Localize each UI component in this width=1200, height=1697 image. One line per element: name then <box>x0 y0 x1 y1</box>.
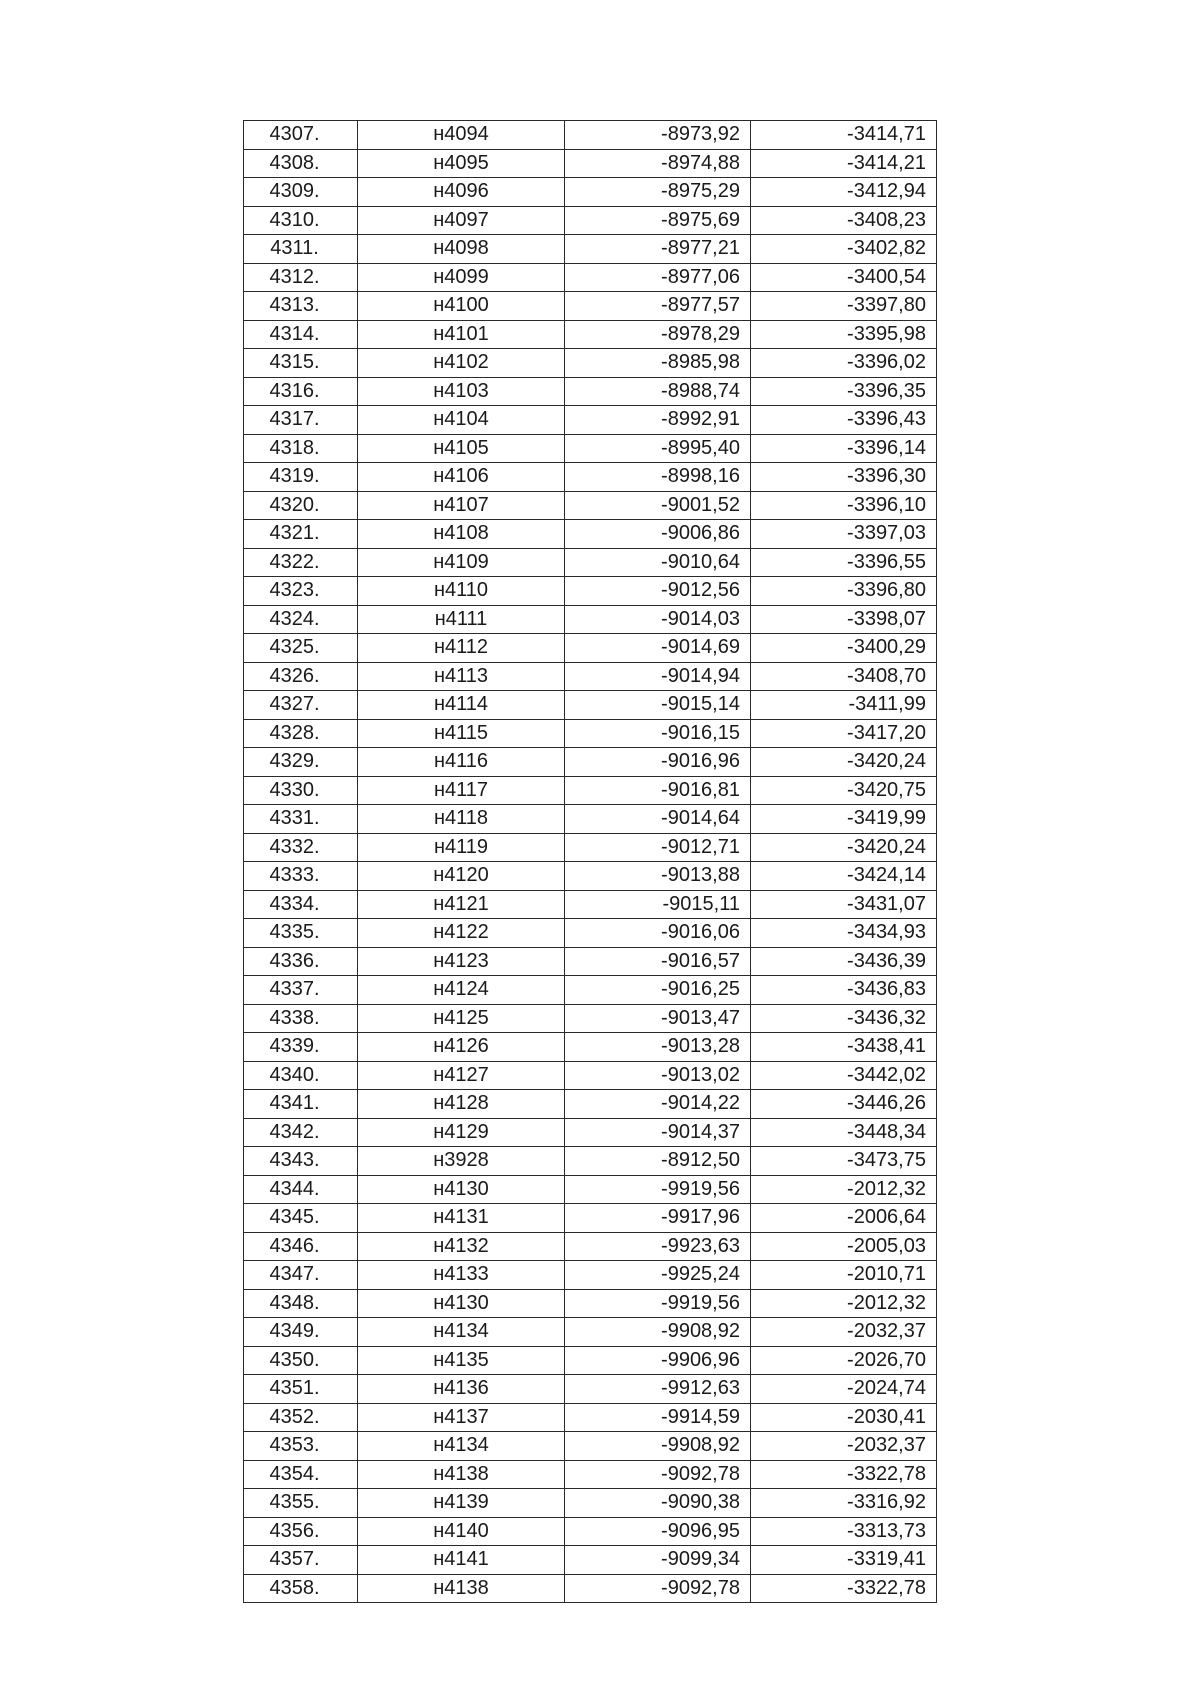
point-id-cell: н4102 <box>358 349 565 378</box>
y-coordinate-cell: -2012,32 <box>751 1289 937 1318</box>
point-id-cell: н4116 <box>358 748 565 777</box>
y-coordinate-cell: -3402,82 <box>751 235 937 264</box>
x-coordinate-cell: -9099,34 <box>565 1546 751 1575</box>
y-coordinate-cell: -2024,74 <box>751 1375 937 1404</box>
row-number-cell: 4309. <box>244 178 358 207</box>
table-row <box>244 634 937 663</box>
y-coordinate-cell: -3420,24 <box>751 833 937 862</box>
point-id-cell: н4120 <box>358 862 565 891</box>
table-row <box>244 1118 937 1147</box>
row-number-cell: 4321. <box>244 520 358 549</box>
row-number-cell: 4349. <box>244 1318 358 1347</box>
row-number-cell: 4330. <box>244 776 358 805</box>
point-id-cell: н4107 <box>358 491 565 520</box>
point-id-cell: н4141 <box>358 1546 565 1575</box>
point-id-cell: н4130 <box>358 1175 565 1204</box>
row-number-cell: 4347. <box>244 1261 358 1290</box>
x-coordinate-cell: -8992,91 <box>565 406 751 435</box>
point-id-cell: н4113 <box>358 662 565 691</box>
y-coordinate-cell: -3322,78 <box>751 1574 937 1603</box>
x-coordinate-cell: -8975,29 <box>565 178 751 207</box>
row-number-cell: 4336. <box>244 947 358 976</box>
y-coordinate-cell: -3397,80 <box>751 292 937 321</box>
row-number-cell: 4311. <box>244 235 358 264</box>
y-coordinate-cell: -3420,75 <box>751 776 937 805</box>
point-id-cell: н4117 <box>358 776 565 805</box>
y-coordinate-cell: -2026,70 <box>751 1346 937 1375</box>
table-row <box>244 691 937 720</box>
table-row <box>244 890 937 919</box>
row-number-cell: 4346. <box>244 1232 358 1261</box>
row-number-cell: 4340. <box>244 1061 358 1090</box>
table-row <box>244 149 937 178</box>
x-coordinate-cell: -9925,24 <box>565 1261 751 1290</box>
row-number-cell: 4332. <box>244 833 358 862</box>
point-id-cell: н4135 <box>358 1346 565 1375</box>
y-coordinate-cell: -3436,32 <box>751 1004 937 1033</box>
x-coordinate-cell: -9014,03 <box>565 605 751 634</box>
table-row <box>244 833 937 862</box>
row-number-cell: 4324. <box>244 605 358 634</box>
y-coordinate-cell: -3419,99 <box>751 805 937 834</box>
point-id-cell: н4111 <box>358 605 565 634</box>
x-coordinate-cell: -9006,86 <box>565 520 751 549</box>
x-coordinate-cell: -9013,28 <box>565 1033 751 1062</box>
point-id-cell: н4134 <box>358 1318 565 1347</box>
y-coordinate-cell: -3396,43 <box>751 406 937 435</box>
row-number-cell: 4328. <box>244 719 358 748</box>
y-coordinate-cell: -3424,14 <box>751 862 937 891</box>
point-id-cell: н4095 <box>358 149 565 178</box>
y-coordinate-cell: -3322,78 <box>751 1460 937 1489</box>
x-coordinate-cell: -8995,40 <box>565 434 751 463</box>
coordinates-table-body <box>244 121 937 1603</box>
y-coordinate-cell: -2012,32 <box>751 1175 937 1204</box>
row-number-cell: 4356. <box>244 1517 358 1546</box>
x-coordinate-cell: -9014,94 <box>565 662 751 691</box>
table-row <box>244 1175 937 1204</box>
x-coordinate-cell: -9014,22 <box>565 1090 751 1119</box>
row-number-cell: 4333. <box>244 862 358 891</box>
table-row <box>244 178 937 207</box>
y-coordinate-cell: -3313,73 <box>751 1517 937 1546</box>
y-coordinate-cell: -3319,41 <box>751 1546 937 1575</box>
point-id-cell: н4097 <box>358 206 565 235</box>
x-coordinate-cell: -9014,69 <box>565 634 751 663</box>
row-number-cell: 4338. <box>244 1004 358 1033</box>
x-coordinate-cell: -8998,16 <box>565 463 751 492</box>
point-id-cell: н4108 <box>358 520 565 549</box>
point-id-cell: н4139 <box>358 1489 565 1518</box>
table-row <box>244 1432 937 1461</box>
x-coordinate-cell: -9012,56 <box>565 577 751 606</box>
y-coordinate-cell: -3408,70 <box>751 662 937 691</box>
x-coordinate-cell: -8977,21 <box>565 235 751 264</box>
row-number-cell: 4344. <box>244 1175 358 1204</box>
table-row <box>244 1204 937 1233</box>
table-row <box>244 1489 937 1518</box>
point-id-cell: н4127 <box>358 1061 565 1090</box>
point-id-cell: н4123 <box>358 947 565 976</box>
point-id-cell: н4100 <box>358 292 565 321</box>
y-coordinate-cell: -3396,30 <box>751 463 937 492</box>
x-coordinate-cell: -8977,06 <box>565 263 751 292</box>
table-row <box>244 976 937 1005</box>
point-id-cell: н4122 <box>358 919 565 948</box>
table-row <box>244 919 937 948</box>
table-row <box>244 263 937 292</box>
point-id-cell: н4138 <box>358 1574 565 1603</box>
x-coordinate-cell: -9014,64 <box>565 805 751 834</box>
row-number-cell: 4323. <box>244 577 358 606</box>
point-id-cell: н4112 <box>358 634 565 663</box>
y-coordinate-cell: -3414,21 <box>751 149 937 178</box>
y-coordinate-cell: -2032,37 <box>751 1432 937 1461</box>
point-id-cell: н4099 <box>358 263 565 292</box>
row-number-cell: 4345. <box>244 1204 358 1233</box>
y-coordinate-cell: -3400,54 <box>751 263 937 292</box>
table-row <box>244 292 937 321</box>
table-row <box>244 947 937 976</box>
point-id-cell: н4094 <box>358 121 565 150</box>
table-row <box>244 1375 937 1404</box>
point-id-cell: н4101 <box>358 320 565 349</box>
x-coordinate-cell: -8975,69 <box>565 206 751 235</box>
x-coordinate-cell: -9908,92 <box>565 1432 751 1461</box>
y-coordinate-cell: -3438,41 <box>751 1033 937 1062</box>
point-id-cell: н4124 <box>358 976 565 1005</box>
point-id-cell: н4105 <box>358 434 565 463</box>
x-coordinate-cell: -9090,38 <box>565 1489 751 1518</box>
row-number-cell: 4339. <box>244 1033 358 1062</box>
y-coordinate-cell: -3398,07 <box>751 605 937 634</box>
y-coordinate-cell: -3400,29 <box>751 634 937 663</box>
y-coordinate-cell: -3411,99 <box>751 691 937 720</box>
x-coordinate-cell: -8912,50 <box>565 1147 751 1176</box>
point-id-cell: н4138 <box>358 1460 565 1489</box>
y-coordinate-cell: -2032,37 <box>751 1318 937 1347</box>
y-coordinate-cell: -3442,02 <box>751 1061 937 1090</box>
table-row <box>244 1517 937 1546</box>
table-row <box>244 1403 937 1432</box>
row-number-cell: 4358. <box>244 1574 358 1603</box>
y-coordinate-cell: -3431,07 <box>751 890 937 919</box>
row-number-cell: 4354. <box>244 1460 358 1489</box>
x-coordinate-cell: -8985,98 <box>565 349 751 378</box>
x-coordinate-cell: -9016,81 <box>565 776 751 805</box>
point-id-cell: н4130 <box>358 1289 565 1318</box>
point-id-cell: н4114 <box>358 691 565 720</box>
table-row <box>244 748 937 777</box>
point-id-cell: н4137 <box>358 1403 565 1432</box>
x-coordinate-cell: -9919,56 <box>565 1175 751 1204</box>
table-row <box>244 1289 937 1318</box>
x-coordinate-cell: -9908,92 <box>565 1318 751 1347</box>
x-coordinate-cell: -8973,92 <box>565 121 751 150</box>
x-coordinate-cell: -9010,64 <box>565 548 751 577</box>
row-number-cell: 4331. <box>244 805 358 834</box>
table-row <box>244 1574 937 1603</box>
y-coordinate-cell: -3397,03 <box>751 520 937 549</box>
table-row <box>244 1460 937 1489</box>
y-coordinate-cell: -3420,24 <box>751 748 937 777</box>
row-number-cell: 4308. <box>244 149 358 178</box>
x-coordinate-cell: -9917,96 <box>565 1204 751 1233</box>
point-id-cell: н4126 <box>358 1033 565 1062</box>
x-coordinate-cell: -8988,74 <box>565 377 751 406</box>
row-number-cell: 4342. <box>244 1118 358 1147</box>
table-row <box>244 1090 937 1119</box>
x-coordinate-cell: -9092,78 <box>565 1460 751 1489</box>
table-row <box>244 805 937 834</box>
y-coordinate-cell: -3396,02 <box>751 349 937 378</box>
table-row <box>244 719 937 748</box>
y-coordinate-cell: -3414,71 <box>751 121 937 150</box>
table-row <box>244 320 937 349</box>
y-coordinate-cell: -3316,92 <box>751 1489 937 1518</box>
y-coordinate-cell: -3396,55 <box>751 548 937 577</box>
point-id-cell: н4096 <box>358 178 565 207</box>
y-coordinate-cell: -3396,80 <box>751 577 937 606</box>
point-id-cell: н4133 <box>358 1261 565 1290</box>
row-number-cell: 4307. <box>244 121 358 150</box>
x-coordinate-cell: -9914,59 <box>565 1403 751 1432</box>
point-id-cell: н4118 <box>358 805 565 834</box>
row-number-cell: 4314. <box>244 320 358 349</box>
table-row <box>244 1004 937 1033</box>
point-id-cell: н4104 <box>358 406 565 435</box>
x-coordinate-cell: -9092,78 <box>565 1574 751 1603</box>
table-row <box>244 235 937 264</box>
table-row <box>244 1033 937 1062</box>
x-coordinate-cell: -8978,29 <box>565 320 751 349</box>
row-number-cell: 4317. <box>244 406 358 435</box>
x-coordinate-cell: -9013,47 <box>565 1004 751 1033</box>
x-coordinate-cell: -8974,88 <box>565 149 751 178</box>
row-number-cell: 4348. <box>244 1289 358 1318</box>
x-coordinate-cell: -9912,63 <box>565 1375 751 1404</box>
x-coordinate-cell: -9016,57 <box>565 947 751 976</box>
point-id-cell: н4132 <box>358 1232 565 1261</box>
table-row <box>244 463 937 492</box>
point-id-cell: н4134 <box>358 1432 565 1461</box>
y-coordinate-cell: -3408,23 <box>751 206 937 235</box>
row-number-cell: 4315. <box>244 349 358 378</box>
row-number-cell: 4320. <box>244 491 358 520</box>
table-row <box>244 121 937 150</box>
y-coordinate-cell: -2006,64 <box>751 1204 937 1233</box>
x-coordinate-cell: -9016,06 <box>565 919 751 948</box>
point-id-cell: н4121 <box>358 890 565 919</box>
x-coordinate-cell: -9923,63 <box>565 1232 751 1261</box>
point-id-cell: н4131 <box>358 1204 565 1233</box>
row-number-cell: 4355. <box>244 1489 358 1518</box>
row-number-cell: 4319. <box>244 463 358 492</box>
y-coordinate-cell: -3412,94 <box>751 178 937 207</box>
table-row <box>244 1318 937 1347</box>
row-number-cell: 4316. <box>244 377 358 406</box>
y-coordinate-cell: -3396,10 <box>751 491 937 520</box>
row-number-cell: 4329. <box>244 748 358 777</box>
table-row <box>244 577 937 606</box>
table-row <box>244 1346 937 1375</box>
x-coordinate-cell: -9919,56 <box>565 1289 751 1318</box>
row-number-cell: 4343. <box>244 1147 358 1176</box>
y-coordinate-cell: -3396,14 <box>751 434 937 463</box>
row-number-cell: 4310. <box>244 206 358 235</box>
y-coordinate-cell: -3434,93 <box>751 919 937 948</box>
x-coordinate-cell: -9096,95 <box>565 1517 751 1546</box>
table-row <box>244 1261 937 1290</box>
row-number-cell: 4350. <box>244 1346 358 1375</box>
table-row <box>244 377 937 406</box>
row-number-cell: 4312. <box>244 263 358 292</box>
x-coordinate-cell: -9012,71 <box>565 833 751 862</box>
table-row <box>244 520 937 549</box>
x-coordinate-cell: -9016,15 <box>565 719 751 748</box>
table-row <box>244 1546 937 1575</box>
y-coordinate-cell: -2010,71 <box>751 1261 937 1290</box>
y-coordinate-cell: -2005,03 <box>751 1232 937 1261</box>
table-row <box>244 548 937 577</box>
row-number-cell: 4318. <box>244 434 358 463</box>
point-id-cell: н4125 <box>358 1004 565 1033</box>
coordinates-table <box>243 120 937 1603</box>
y-coordinate-cell: -3448,34 <box>751 1118 937 1147</box>
row-number-cell: 4313. <box>244 292 358 321</box>
point-id-cell: н4103 <box>358 377 565 406</box>
row-number-cell: 4351. <box>244 1375 358 1404</box>
table-row <box>244 862 937 891</box>
y-coordinate-cell: -3417,20 <box>751 719 937 748</box>
table-row <box>244 776 937 805</box>
row-number-cell: 4322. <box>244 548 358 577</box>
table-row <box>244 662 937 691</box>
point-id-cell: н4119 <box>358 833 565 862</box>
y-coordinate-cell: -3446,26 <box>751 1090 937 1119</box>
point-id-cell: н4128 <box>358 1090 565 1119</box>
y-coordinate-cell: -3473,75 <box>751 1147 937 1176</box>
table-row <box>244 605 937 634</box>
row-number-cell: 4337. <box>244 976 358 1005</box>
point-id-cell: н3928 <box>358 1147 565 1176</box>
point-id-cell: н4109 <box>358 548 565 577</box>
point-id-cell: н4098 <box>358 235 565 264</box>
y-coordinate-cell: -3436,39 <box>751 947 937 976</box>
x-coordinate-cell: -9015,11 <box>565 890 751 919</box>
table-row <box>244 491 937 520</box>
row-number-cell: 4327. <box>244 691 358 720</box>
y-coordinate-cell: -3436,83 <box>751 976 937 1005</box>
point-id-cell: н4110 <box>358 577 565 606</box>
table-row <box>244 349 937 378</box>
row-number-cell: 4325. <box>244 634 358 663</box>
table-row <box>244 206 937 235</box>
row-number-cell: 4326. <box>244 662 358 691</box>
x-coordinate-cell: -9001,52 <box>565 491 751 520</box>
row-number-cell: 4334. <box>244 890 358 919</box>
point-id-cell: н4106 <box>358 463 565 492</box>
x-coordinate-cell: -9016,25 <box>565 976 751 1005</box>
x-coordinate-cell: -9016,96 <box>565 748 751 777</box>
y-coordinate-cell: -2030,41 <box>751 1403 937 1432</box>
row-number-cell: 4353. <box>244 1432 358 1461</box>
x-coordinate-cell: -9013,88 <box>565 862 751 891</box>
point-id-cell: н4129 <box>358 1118 565 1147</box>
row-number-cell: 4357. <box>244 1546 358 1575</box>
table-row <box>244 434 937 463</box>
row-number-cell: 4352. <box>244 1403 358 1432</box>
table-row <box>244 406 937 435</box>
table-row <box>244 1147 937 1176</box>
x-coordinate-cell: -9014,37 <box>565 1118 751 1147</box>
table-row <box>244 1232 937 1261</box>
x-coordinate-cell: -8977,57 <box>565 292 751 321</box>
x-coordinate-cell: -9906,96 <box>565 1346 751 1375</box>
row-number-cell: 4335. <box>244 919 358 948</box>
point-id-cell: н4136 <box>358 1375 565 1404</box>
x-coordinate-cell: -9013,02 <box>565 1061 751 1090</box>
table-row <box>244 1061 937 1090</box>
row-number-cell: 4341. <box>244 1090 358 1119</box>
point-id-cell: н4115 <box>358 719 565 748</box>
y-coordinate-cell: -3396,35 <box>751 377 937 406</box>
x-coordinate-cell: -9015,14 <box>565 691 751 720</box>
y-coordinate-cell: -3395,98 <box>751 320 937 349</box>
point-id-cell: н4140 <box>358 1517 565 1546</box>
